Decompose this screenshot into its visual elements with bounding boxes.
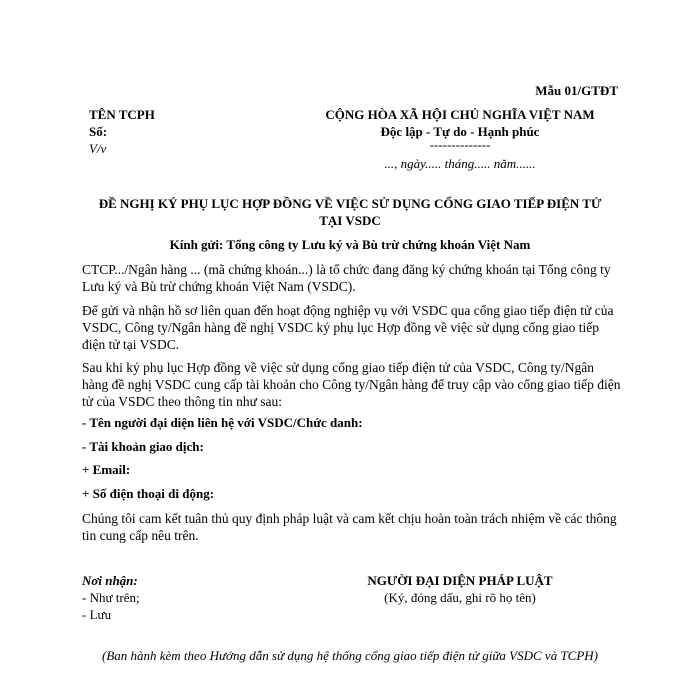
document-title-line1: ĐỀ NGHỊ KÝ PHỤ LỤC HỢP ĐỒNG VỀ VIỆC SỬ DỤNG CỔNG GIAO TIẾP ĐIỆN TỬ bbox=[98, 196, 602, 211]
footer-note: (Ban hành kèm theo Hướng dẫn sử dụng hệ thống cổng giao tiếp điện tử giữa VSDC và TCPH) bbox=[101, 648, 599, 663]
body-paragraph-1: CTCP.../Ngân hàng ... (mã chứng khoán...) là tổ chức đang đăng ký chứng khoán tại Tổng công ty Lưu ký và Bù trừ chứng khoán Việt Nam (VSDC). bbox=[82, 262, 611, 294]
date-line: ..., ngày..... tháng..... năm...... bbox=[384, 156, 536, 171]
recipients-label: Nơi nhận: bbox=[82, 573, 138, 588]
form-code: Mẫu 01/GTĐT bbox=[535, 83, 618, 98]
field-email: + Email: bbox=[82, 462, 131, 477]
field-trading-account: - Tài khoản giao dịch: bbox=[82, 439, 204, 454]
signature-title: NGƯỜI ĐẠI DIỆN PHÁP LUẬT bbox=[367, 573, 553, 588]
body-paragraph-3: Sau khi ký phụ lục Hợp đồng về việc sử dụng cổng giao tiếp điện tử của VSDC, Công ty/Ngân hàng đề nghị VSDC cung cấp tài khoản cho Công ty/Ngân hàng để truy cập vào cổng giao tiếp điện tử của VSDC theo thông tin như sau: bbox=[82, 360, 621, 409]
body-paragraph-4: Chúng tôi cam kết tuân thủ quy định pháp luật và cam kết chịu hoàn toàn trách nhiệm về các thông tin cung cấp nêu trên. bbox=[82, 511, 617, 543]
org-name-label: TÊN TCPH bbox=[89, 107, 155, 122]
recipient-line: Kính gửi: Tổng công ty Lưu ký và Bù trừ chứng khoán Việt Nam bbox=[169, 237, 531, 252]
body-paragraph-2: Để gửi và nhận hồ sơ liên quan đến hoạt động nghiệp vụ với VSDC qua cổng giao tiếp điện tử của VSDC, Công ty/Ngân hàng đề nghị VSDC ký phụ lục Hợp đồng về việc sử dụng cổng giao tiếp điện tử tại VSDC. bbox=[82, 303, 614, 352]
national-motto: Độc lập - Tự do - Hạnh phúc bbox=[380, 124, 540, 139]
subject-label: V/v bbox=[89, 141, 107, 156]
field-mobile-phone: + Số điện thoại di động: bbox=[82, 486, 215, 501]
signature-note: (Ký, đóng dấu, ghi rõ họ tên) bbox=[384, 590, 536, 605]
document-number-label: Số: bbox=[89, 124, 108, 139]
recipients-item-1: - Như trên; bbox=[82, 590, 140, 605]
field-representative: - Tên người đại diện liên hệ với VSDC/Chức danh: bbox=[82, 415, 363, 430]
motto-separator: -------------- bbox=[429, 137, 491, 152]
recipients-item-2: - Lưu bbox=[82, 607, 112, 622]
country-name: CỘNG HÒA XÃ HỘI CHỦ NGHĨA VIỆT NAM bbox=[325, 107, 595, 122]
document-title-line2: TẠI VSDC bbox=[319, 213, 381, 228]
